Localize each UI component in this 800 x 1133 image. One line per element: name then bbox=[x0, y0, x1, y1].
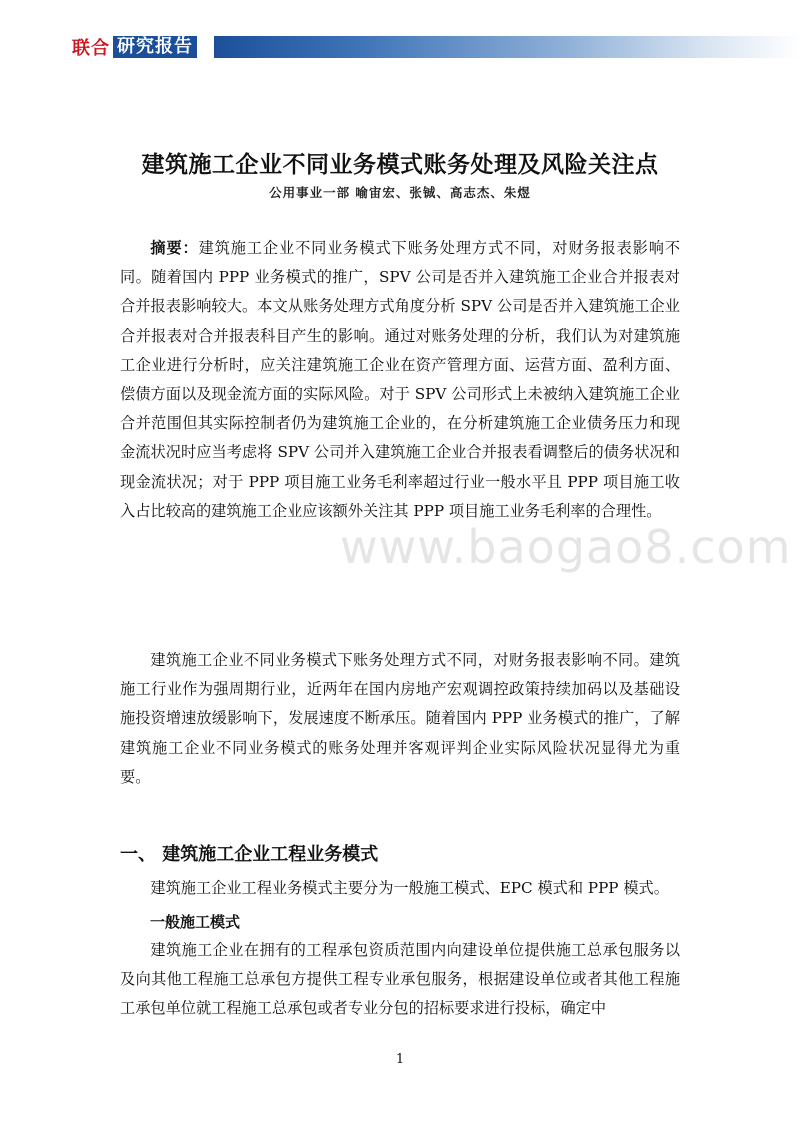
section-heading: 一、 建筑施工企业工程业务模式 bbox=[120, 844, 379, 865]
document-title: 建筑施工企业不同业务模式账务处理及风险关注点 bbox=[141, 152, 659, 178]
document-authors: 公用事业一部 喻宙宏、张铖、高志杰、朱煜 bbox=[269, 185, 531, 200]
abstract-text: 建筑施工企业不同业务模式下账务处理方式不同，对财务报表影响不同。随着国内 PPP 业务模式的推广，SPV 公司是否并入建筑施工企业合并报表对合并报表影响较大。本文从账务处理方式角度分析 SPV 公司是否并入建筑施工企业合并报表对合并报表科目产生的影响。通过对账务处理的分析，我们认为对建筑施工企业进行分析时，应关注建筑施工企业在资产管理方面、运营方面、盈利方面、偿债方面以及现金流方面的实际风险。对于 SPV 公司形式上未被纳入建筑施工企业合并范围但其实际控制者仍为建筑施工企业的，在分析建筑施工企业债务压力和现金流状况时应当考虑将 SPV 公司并入建筑施工企业合并报表看调整后的债务状况和现金流状况；对于 PPP 项目施工业务毛利率超过行业一般水平且 PPP 项目施工收入占比较高的建筑施工企业应该额外关注其 PPP 项目施工业务毛利率的合理性。 bbox=[120, 239, 681, 520]
report-header-banner bbox=[72, 36, 800, 58]
header-gradient-bar bbox=[214, 36, 800, 58]
abstract-label: 摘要： bbox=[150, 239, 199, 257]
page-number: 1 bbox=[395, 1052, 405, 1067]
abstract-paragraph bbox=[120, 234, 680, 526]
brand-logo bbox=[72, 36, 197, 58]
intro-paragraph: 建筑施工企业不同业务模式下账务处理方式不同，对财务报表影响不同。建筑施工行业作为强周期行业，近两年在国内房地产宏观调控政策持续加码以及基础设施投资增速放缓影响下，发展速度不断承压。随着国内 PPP 业务模式的推广，了解建筑施工企业不同业务模式的账务处理并客观评判企业实际风险状况显得尤为重要。 bbox=[120, 651, 680, 786]
brand-name-red: 联合 bbox=[72, 38, 110, 59]
subsection-heading: 一般施工模式 bbox=[150, 913, 241, 931]
section-paragraph: 建筑施工企业工程业务模式主要分为一般施工模式、EPC 模式和 PPP 模式。 bbox=[150, 879, 669, 897]
subsection-paragraph: 建筑施工企业在拥有的工程承包资质范围内向建设单位提供施工总承包服务以及向其他工程施工总承包方提供工程专业承包服务，根据建设单位或者其他工程施工承包单位就工程施工总承包或者专业分包的招标要求进行投标，确定中 bbox=[120, 941, 680, 1018]
watermark-text: www.baogao8.com bbox=[340, 520, 792, 574]
brand-name-boxed: 研究报告 bbox=[113, 36, 197, 58]
